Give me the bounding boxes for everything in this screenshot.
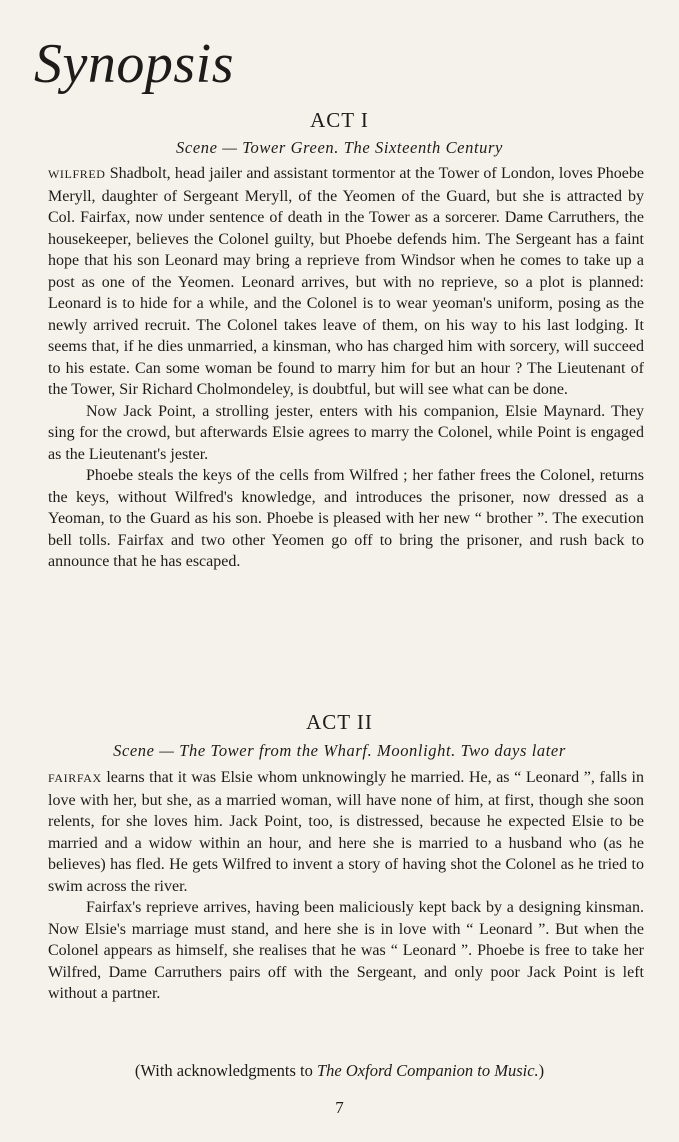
act-1-scene: Scene — Tower Green. The Sixteenth Century [176,138,503,157]
act-1-synopsis [48,163,644,573]
act-1-paragraph-2: Now Jack Point, a strolling jester, enters with his companion, Elsie Maynard. They sing for the crowd, but afterwards Elsie agrees to marry the Colonel, while Point is engaged as the Lieutenant's jester. [48,402,644,463]
page-number: 7 [335,1098,344,1117]
page-title: Synopsis [34,33,234,95]
acknowledgment: (With acknowledgments to The Oxford Companion to Music.) [134,1061,545,1080]
source-title: The Oxford Companion to Music. [317,1061,539,1080]
act-2-synopsis [48,767,644,1005]
act-2-heading: ACT II [306,710,373,734]
lead-word: FAIRFAX [48,771,102,785]
lead-word: WILFRED [48,167,106,181]
act-1-paragraph-3: Phoebe steals the keys of the cells from Wilfred ; her father frees the Colonel, returns the keys, without Wilfred's knowledge, and introduces the prisoner, now dressed as a Yeoman, to the Guard as his son. Phoebe is pleased with her new “ brother ”. The execution bell tolls. Fairfax and two other Yeomen go off to bring the prisoner, and rush back to announce that he has escaped. [48,467,644,570]
act-2-paragraph-2: Fairfax's reprieve arrives, having been maliciously kept back by a designing kinsman. Now Elsie's marriage must stand, and here she is in love with “ Leonard ”. But when the Colonel appears as himself, she realises that he was “ Leonard ”. Phoebe is free to take her Wilfred, Dame Carruthers pairs off with the Sergeant, and only poor Jack Point is left without a partner. [48,899,644,1002]
act-2-paragraph-1: FAIRFAX learns that it was Elsie whom unknowingly he married. He, as “ Leonard ”, falls in love with her, but she, as a married woman, will have none of him, at first, though she soon relents, for she loves him. Jack Point, too, is distressed, because he expected Elsie to be married and a widow within an hour, and here she is married to a husband who (as he believes) has fled. He gets Wilfred to invent a story of having shot the Colonel as he tried to swim across the river. [48,769,644,895]
act-1-paragraph-1: WILFRED Shadbolt, head jailer and assistant tormentor at the Tower of London, loves Phoebe Meryll, daughter of Sergeant Meryll, of the Yeomen of the Guard, but she is attracted by Col. Fairfax, now under sentence of death in the Tower as a sorcerer. Dame Carruthers, the housekeeper, believes the Colonel guilty, but Phoebe defends him. The Sergeant has a faint hope that his son Leonard may bring a reprieve from Windsor when he comes to take up a post as one of the Yeomen. Leonard arrives, but with no reprieve, so a plot is planned: Leonard is to hide for a while, and the Colonel is to wear yeoman's uniform, posing as the newly arrived recruit. The Colonel takes leave of them, on his way to his last lodging. It seems that, if he dies unmarried, a kinsman, who has charged him with sorcery, will succeed to his estate. Can some woman be found to marry him for but an hour ? The Lieutenant of the Tower, Sir Richard Cholmondeley, is doubtful, but will see what can be done. [48,165,645,398]
act-2-scene: Scene — The Tower from the Wharf. Moonlight. Two days later [113,741,566,760]
act-1-heading: ACT I [310,108,369,132]
